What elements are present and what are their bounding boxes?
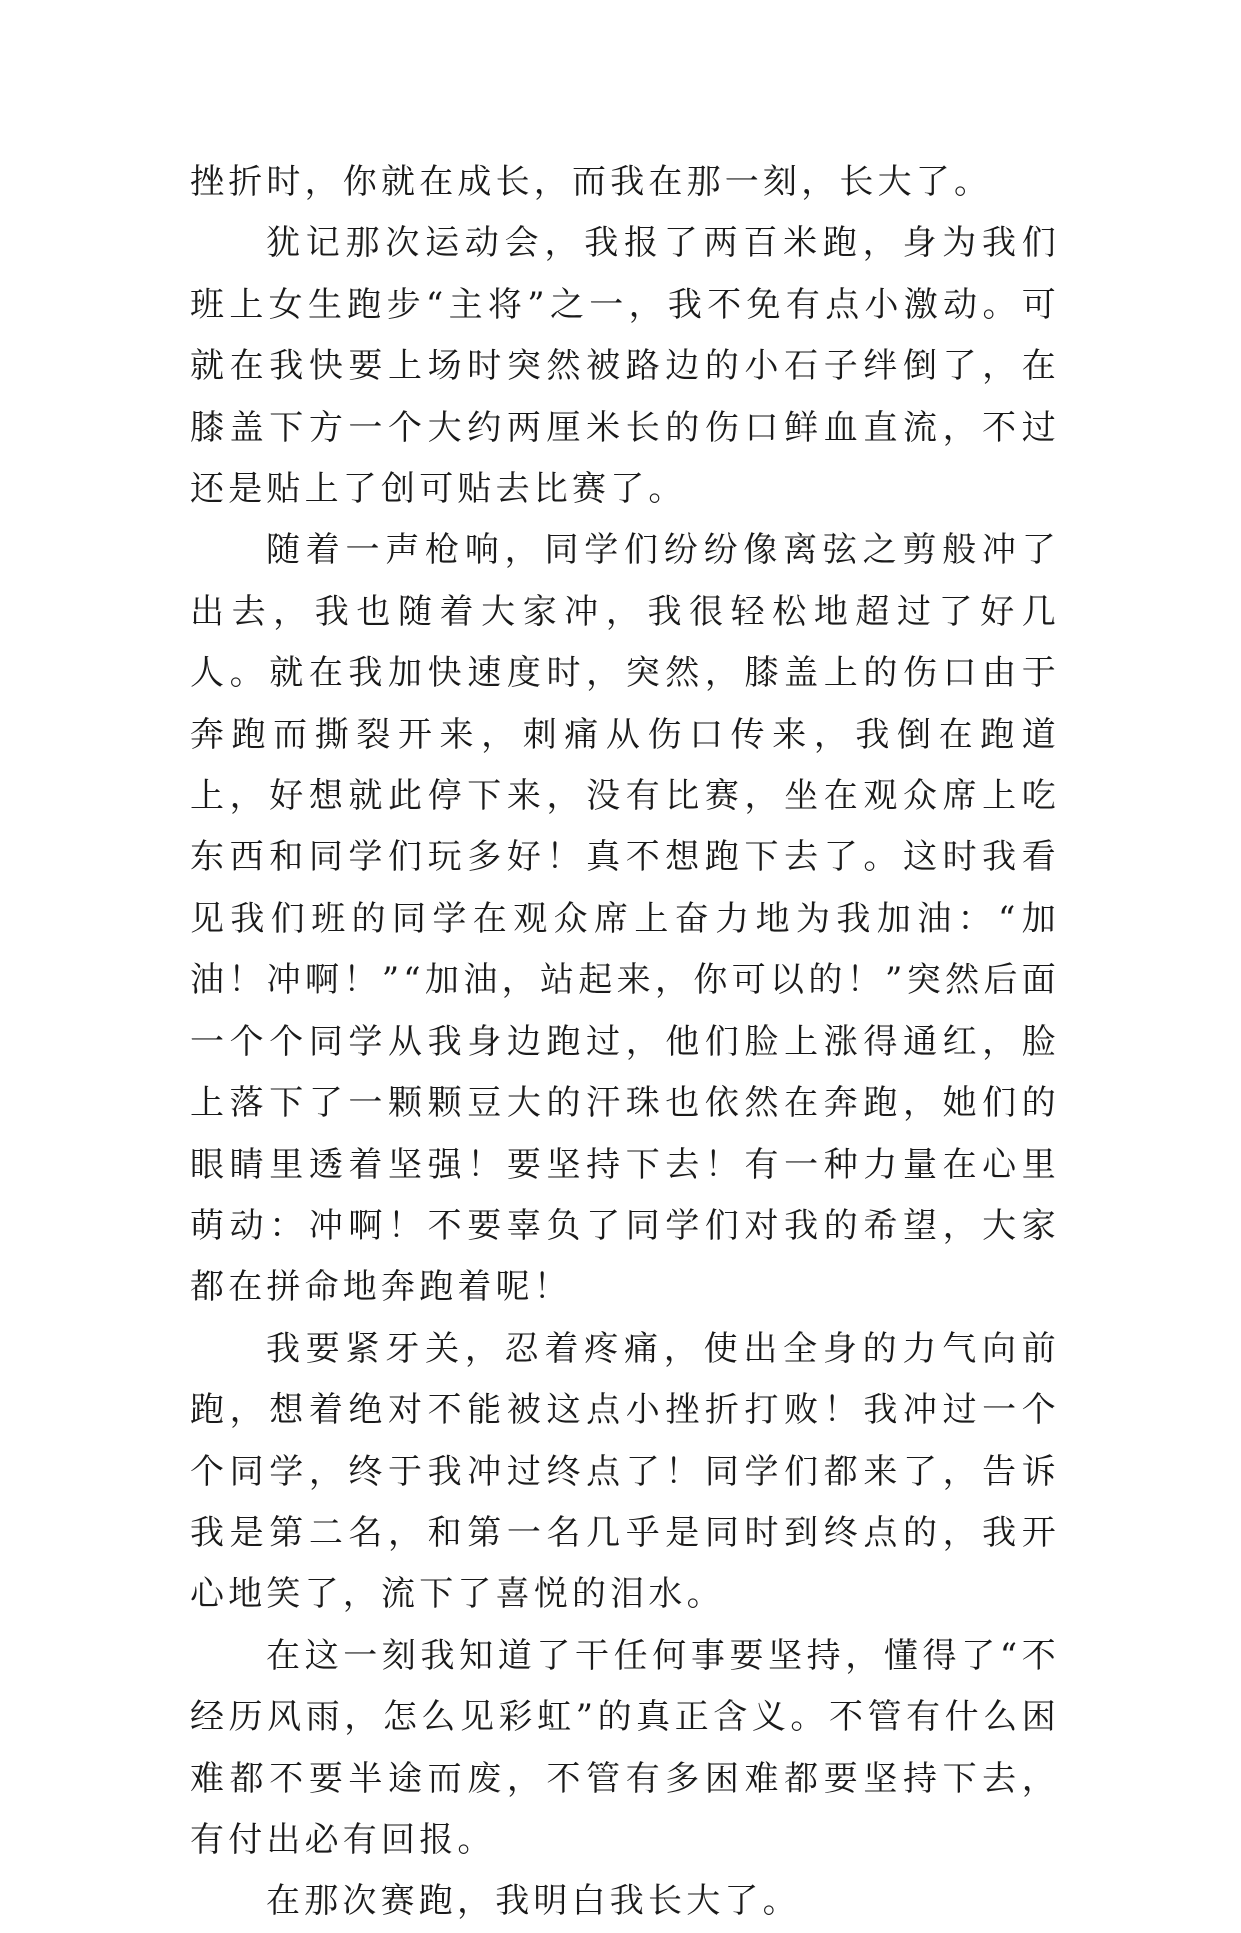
paragraph-6: 在那次赛跑，我明白我长大了。 bbox=[266, 1881, 801, 1922]
paragraph-2: 犹记那次运动会，我报了两百米跑，身为我们班上女生跑步“主将”之一，我不免有点小激动。可就在我快要上场时突然被路边的小石子绊倒了，在膝盖下方一个大约两厘米长的伤口鲜血直流，不过还是贴上了创可贴去比赛了。 bbox=[190, 223, 1060, 510]
paragraph-1: 挫折时，你就在成长，而我在那一刻，长大了。 bbox=[190, 162, 993, 202]
paragraph-5: 在这一刻我知道了干任何事要坚持，懂得了“不经历风雨，怎么见彩虹”的真正含义。不管有什么困难都不要半途而废，不管有多困难都要坚持下去，有付出必有回报。 bbox=[190, 1635, 1060, 1860]
paragraph-3: 随着一声枪响，同学们纷纷像离弦之剪般冲了出去，我也随着大家冲，我很轻松地超过了好几人。就在我加快速度时，突然，膝盖上的伤口由于奔跑而撕裂开来，刺痛从伤口传来，我倒在跑道上，好想就此停下来，没有比赛，坐在观众席上吃东西和同学们玩多好！真不想跑下去了。这时我看见我们班的同学在观众席上奋力地为我加油：“加油！冲啊！”“加油，站起来，你可以的！”突然后面一个个同学从我身边跑过，他们脸上涨得通红，脸上落下了一颗颗豆大的汗珠也依然在奔跑，她们的眼睛里透着坚强！要坚持下去！有一种力量在心里萌动：冲啊！不要辜负了同学们对我的希望，大家都在拼命地奔跑着呢！ bbox=[190, 530, 1060, 1308]
paragraph-4: 我要紧牙关，忍着疼痛，使出全身的力气向前跑，想着绝对不能被这点小挫折打败！我冲过一个个同学，终于我冲过终点了！同学们都来了，告诉我是第二名，和第一名几乎是同时到终点的，我开心地笑了，流下了喜悦的泪水。 bbox=[190, 1328, 1060, 1615]
essay-body bbox=[190, 152, 1060, 1933]
